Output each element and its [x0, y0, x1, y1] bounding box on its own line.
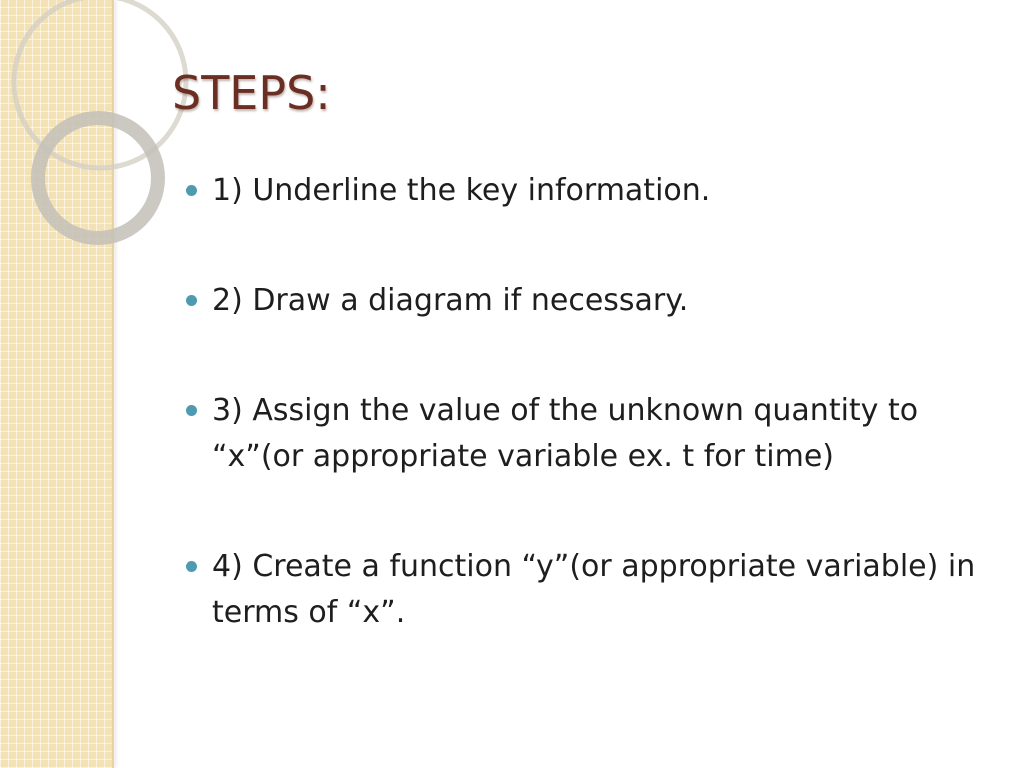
large-ring [14, 0, 186, 168]
bullet-text: 4) Create a function “y”(or appropriate variable) in terms of “x”. [212, 549, 976, 630]
small-ring [38, 118, 158, 238]
slide-title: STEPS: [172, 66, 331, 120]
bullet-dot-icon [186, 405, 197, 416]
bullet-item [186, 168, 1006, 214]
bullet-item [186, 388, 1006, 480]
bullet-text: 1) Underline the key information. [212, 173, 711, 208]
bullet-text: 2) Draw a diagram if necessary. [212, 283, 689, 318]
bullet-text: 3) Assign the value of the unknown quantity to “x”(or appropriate variable ex. t for time) [212, 393, 919, 474]
bullet-item [186, 278, 1006, 324]
bullet-dot-icon [186, 185, 197, 196]
bullet-dot-icon [186, 295, 197, 306]
bullet-dot-icon [186, 561, 197, 572]
bullet-item [186, 544, 1006, 636]
bullet-list [186, 168, 1006, 700]
decorative-rings [0, 0, 200, 260]
